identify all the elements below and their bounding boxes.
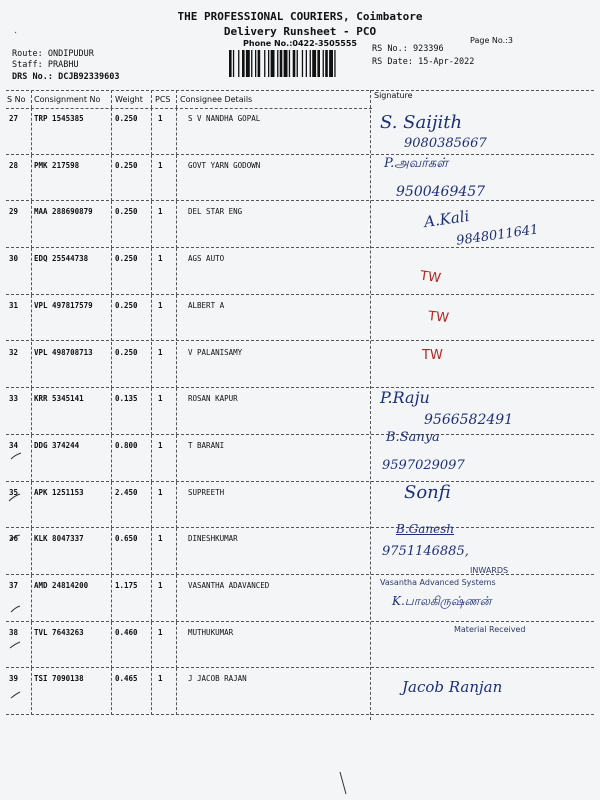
drs-value: DCJB92339603	[58, 72, 120, 82]
signature-36: B.Ganesh	[396, 522, 455, 536]
route-label: Route:	[12, 49, 43, 59]
col-sno: S No	[7, 95, 26, 104]
row-consignment: TSI 7090138	[34, 674, 84, 684]
row-consignee: AGS AUTO	[188, 254, 225, 264]
row-weight: 1.175	[115, 581, 138, 590]
row-weight: 0.250	[115, 254, 138, 264]
col-consignment: Consignment No	[34, 95, 101, 104]
stamp-company: Vasantha Advanced Systems	[380, 578, 496, 587]
row-pcs: 1	[158, 394, 163, 404]
row-weight: 0.250	[115, 160, 138, 170]
col-signature: Signature	[374, 91, 413, 100]
signature-34: B.Sanya	[386, 430, 440, 445]
row-consignee: MUTHUKUMAR	[188, 627, 234, 637]
row-consignee: VASANTHA ADAVANCED	[188, 581, 270, 590]
row-weight: 0.250	[115, 347, 138, 357]
row-consignee: DEL STAR ENG	[188, 207, 243, 217]
row-consignment: VPL 497817579	[34, 300, 93, 310]
page-number: Page No.:3	[470, 36, 513, 45]
row-consignment: AMD 24814200	[34, 581, 89, 590]
row-consignment: PMK 217598	[34, 160, 80, 170]
row-consignment: KRR 5345141	[34, 394, 84, 404]
row-sno: 30	[9, 254, 19, 264]
row-sno: 39	[9, 674, 19, 684]
row-sno: 33	[9, 394, 19, 404]
row-weight: 0.135	[115, 394, 138, 404]
row-weight: 0.650	[115, 534, 138, 544]
row-weight: 2.450	[115, 487, 138, 497]
stamp-inwards: INWARDS	[470, 566, 509, 575]
row-consignee: J JACOB RAJAN	[188, 674, 247, 684]
row-weight: 0.250	[115, 207, 138, 217]
mark-30: TW	[419, 268, 442, 287]
row-consignee: ALBERT A	[188, 300, 225, 310]
row-pcs: 1	[158, 254, 163, 264]
row-sno: 31	[9, 300, 19, 310]
signature-28: P.அவர்கள்	[384, 156, 448, 171]
row-consignment: TVL 7643263	[34, 627, 84, 637]
col-consignee: Consignee Details	[180, 95, 253, 104]
row-sno: 38	[9, 627, 19, 637]
row-consignee: ROSAN KAPUR	[188, 394, 238, 404]
signature-27: S. Saijith	[380, 112, 463, 133]
row-consignee: DINESHKUMAR	[188, 534, 238, 544]
row-pcs: 1	[158, 581, 163, 590]
row-consignment: DDG 374244	[34, 440, 80, 450]
row-weight: 0.460	[115, 627, 138, 637]
rs-date-label: RS Date:	[372, 57, 413, 67]
rs-date-value: 15-Apr-2022	[418, 57, 475, 67]
staff-value: PRABHU	[47, 60, 79, 70]
row-weight: 0.250	[115, 114, 138, 123]
row-weight: 0.465	[115, 674, 138, 684]
col-pcs: PCS	[155, 95, 171, 104]
signature-37: K.பாலகிருஷ்ணன்	[392, 594, 492, 608]
phone-33: 9566582491	[424, 412, 514, 428]
signature-33: P.Raju	[380, 388, 430, 407]
row-sno: 37	[9, 581, 19, 590]
row-pcs: 1	[158, 627, 163, 637]
row-pcs: 1	[158, 534, 163, 544]
row-pcs: 1	[158, 487, 163, 497]
row-consignment: TRP 1545385	[34, 114, 84, 123]
row-consignee: GOVT YARN GODOWN	[188, 160, 261, 170]
phone-28: 9500469457	[396, 184, 486, 200]
row-pcs: 1	[158, 440, 163, 450]
row-sno: 36	[9, 534, 19, 544]
row-pcs: 1	[158, 300, 163, 310]
row-pcs: 1	[158, 674, 163, 684]
row-consignment: APK 1251153	[34, 487, 84, 497]
signature-29: A.Kali	[422, 206, 471, 232]
rs-no-value: 923396	[412, 44, 444, 54]
row-sno: 32	[9, 347, 19, 357]
row-sno: 29	[9, 207, 19, 217]
row-consignee: S V NANDHA GOPAL	[188, 114, 261, 123]
phone-34: 9597029097	[382, 458, 465, 473]
row-sno: 35	[9, 487, 19, 497]
staff-label: Staff:	[12, 60, 43, 70]
signature-35: Sonfi	[404, 482, 451, 503]
company-title: THE PROFESSIONAL COURIERS, Coimbatore	[177, 10, 423, 23]
runsheet-title: Delivery Runsheet - PCO	[223, 25, 377, 38]
row-pcs: 1	[158, 114, 163, 123]
row-pcs: 1	[158, 160, 163, 170]
phone-36: 9751146885,	[382, 544, 469, 559]
phone-number: Phone No.:0422-3505555	[243, 39, 357, 48]
row-sno: 34	[9, 440, 19, 450]
row-consignee: SUPREETH	[188, 487, 225, 497]
row-consignee: V PALANISAMY	[188, 347, 243, 357]
row-sno: 27	[9, 114, 19, 123]
phone-27: 9080385667	[404, 136, 487, 151]
row-consignment: EDQ 25544738	[34, 254, 89, 264]
col-weight: Weight	[115, 95, 143, 104]
mark-32: TW	[422, 348, 443, 363]
mark-31: TW	[427, 308, 450, 327]
phone-29: 9848011641	[455, 222, 540, 249]
row-consignee: T BARANI	[188, 440, 225, 450]
drs-label: DRS No.:	[12, 72, 53, 82]
row-pcs: 1	[158, 347, 163, 357]
stamp-material-received: Material Received	[454, 625, 526, 634]
row-consignment: MAA 288690879	[34, 207, 93, 217]
row-weight: 0.800	[115, 440, 138, 450]
row-pcs: 1	[158, 207, 163, 217]
rs-no-label: RS No.:	[372, 44, 408, 54]
signature-39: Jacob Ranjan	[402, 678, 503, 696]
route-value: ONDIPUDUR	[47, 49, 94, 59]
row-weight: 0.250	[115, 300, 138, 310]
row-consignment: VPL 498708713	[34, 347, 93, 357]
row-sno: 28	[9, 160, 19, 170]
row-consignment: KLK 8047337	[34, 534, 84, 544]
